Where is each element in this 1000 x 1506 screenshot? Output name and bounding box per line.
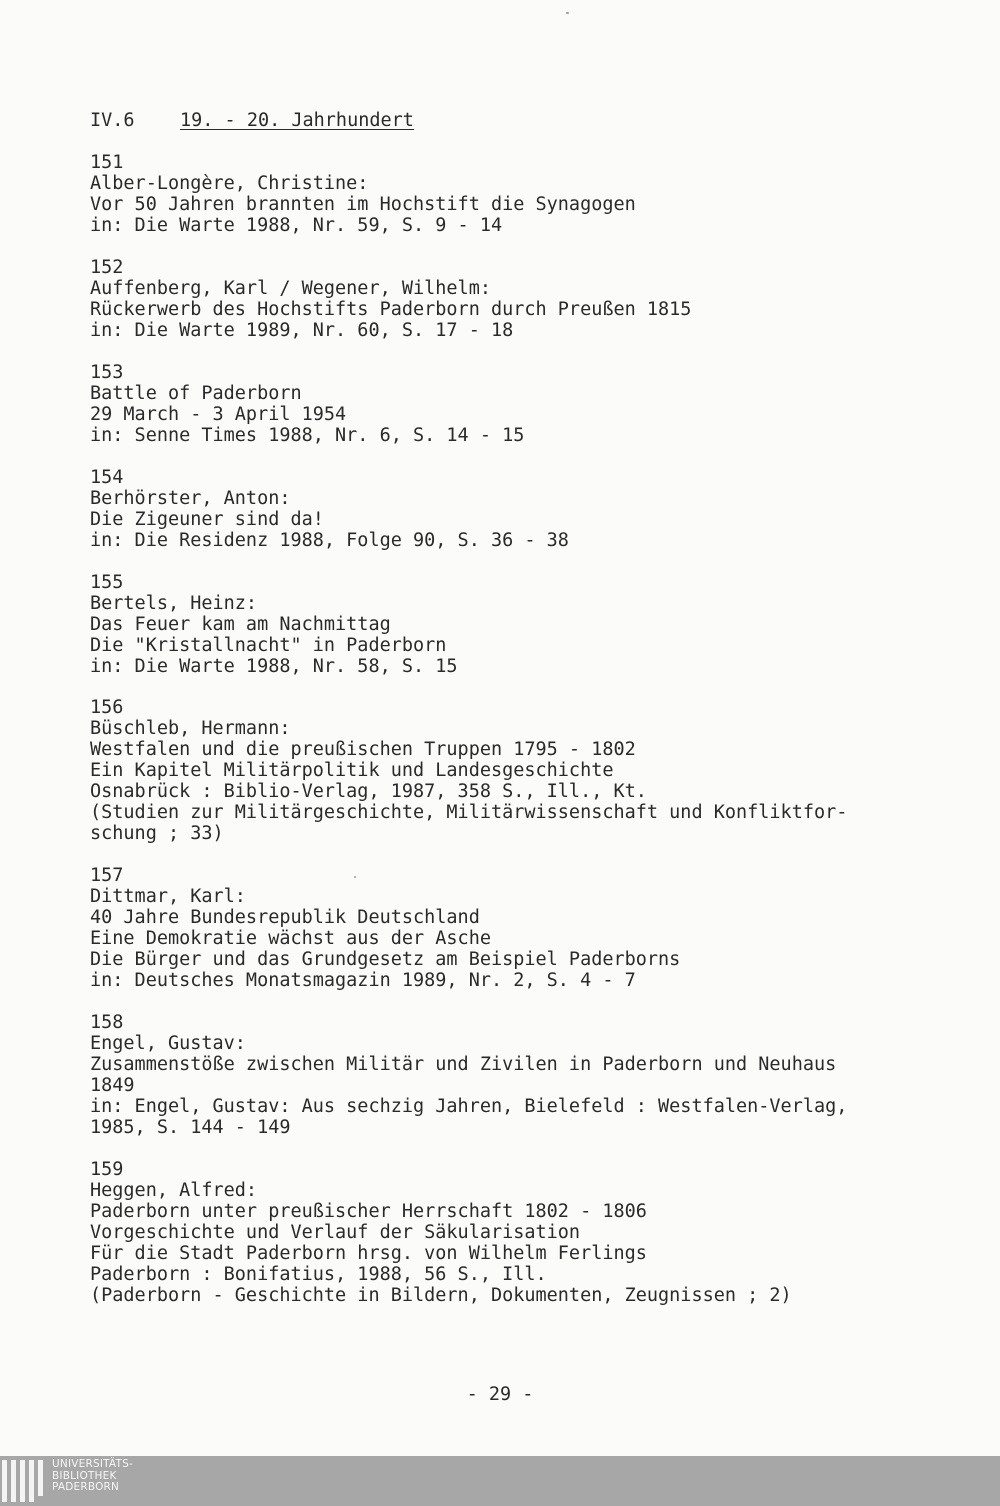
bibliography-entry	[90, 362, 960, 446]
bibliography-entry	[90, 152, 960, 236]
entry-line: in: Die Warte 1989, Nr. 60, S. 17 - 18	[90, 319, 514, 341]
library-banner	[0, 1456, 1000, 1506]
entry-line: Alber-Longère, Christine:	[90, 173, 369, 194]
entry-line: Berhörster, Anton:	[90, 487, 291, 509]
entry-number: 153	[90, 361, 124, 383]
entry-line: Die Bürger und das Grundgesetz am Beispiel Paderborns	[90, 949, 681, 971]
library-logo-line: UNIVERSITÄTS-	[52, 1458, 133, 1470]
entry-line: 40 Jahre Bundesrepublik Deutschland	[90, 907, 480, 929]
entry-line: Paderborn : Bonifatius, 1988, 56 S., Ill.	[90, 1264, 547, 1286]
bibliography-entry	[90, 1012, 960, 1138]
library-bars-icon	[2, 1460, 46, 1502]
entry-line: 1985, S. 144 - 149	[90, 1117, 291, 1139]
entry-line: Vor 50 Jahren brannten im Hochstift die Synagogen	[90, 194, 636, 215]
entry-line: Auffenberg, Karl / Wegener, Wilhelm:	[90, 277, 491, 299]
entry-line: Zusammenstöße zwischen Militär und Zivilen in Paderborn und Neuhaus	[90, 1054, 837, 1076]
entry-line: Büschleb, Hermann:	[90, 718, 291, 740]
entry-line: Das Feuer kam am Nachmittag	[90, 613, 391, 635]
entry-line: Osnabrück : Biblio-Verlag, 1987, 358 S., Ill., Kt.	[90, 781, 647, 803]
page-number: - 29 -	[466, 1384, 534, 1405]
entry-line: Die "Kristallnacht" in Paderborn	[90, 634, 447, 656]
entry-line: in: Die Warte 1988, Nr. 59, S. 9 - 14	[90, 215, 503, 236]
entry-line: in: Senne Times 1988, Nr. 6, S. 14 - 15	[90, 424, 525, 446]
entry-line: (Paderborn - Geschichte in Bildern, Dokumenten, Zeugnissen ; 2)	[90, 1285, 792, 1307]
bibliography-list	[90, 152, 960, 1327]
entry-line: Ein Kapitel Militärpolitik und Landesgeschichte	[90, 760, 614, 782]
bibliography-entry	[90, 697, 960, 844]
entry-line: Dittmar, Karl:	[90, 886, 246, 908]
section-heading	[90, 110, 414, 132]
library-logo-line: BIBLIOTHEK	[52, 1469, 117, 1482]
entry-number: 152	[90, 256, 124, 278]
entry-line: Die Zigeuner sind da!	[90, 508, 324, 530]
entry-line: schung ; 33)	[90, 823, 224, 845]
entry-number: 158	[90, 1012, 124, 1034]
library-logo-line: PADERBORN	[52, 1481, 120, 1493]
entry-number: 159	[90, 1159, 124, 1181]
entry-line: Battle of Paderborn	[90, 382, 302, 404]
section-number: IV.6	[90, 110, 135, 131]
library-logo-text	[52, 1459, 133, 1494]
entry-line: Eine Demokratie wächst aus der Asche	[90, 928, 491, 950]
section-title: 19. - 20. Jahrhundert	[180, 110, 414, 131]
entry-line: Paderborn unter preußischer Herrschaft 1802 - 1806	[90, 1201, 647, 1223]
bibliography-entry	[90, 467, 960, 551]
entry-number: 151	[90, 152, 124, 173]
entry-line: in: Deutsches Monatsmagazin 1989, Nr. 2, S. 4 - 7	[90, 970, 636, 992]
entry-line: in: Die Residenz 1988, Folge 90, S. 36 - 38	[90, 529, 569, 551]
entry-number: 155	[90, 571, 124, 593]
entry-number: 157	[90, 865, 124, 887]
bibliography-entry	[90, 257, 960, 341]
entry-number: 156	[90, 697, 124, 719]
bibliography-entry	[90, 1159, 960, 1306]
entry-line: Für die Stadt Paderborn hrsg. von Wilhelm Ferlings	[90, 1243, 647, 1265]
entry-line: in: Die Warte 1988, Nr. 58, S. 15	[90, 655, 458, 677]
entry-line: Rückerwerb des Hochstifts Paderborn durch Preußen 1815	[90, 298, 692, 320]
entry-line: 1849	[90, 1075, 135, 1097]
entry-line: Westfalen und die preußischen Truppen 1795 - 1802	[90, 739, 636, 761]
entry-line: (Studien zur Militärgeschichte, Militärwissenschaft und Konfliktfor-	[90, 802, 848, 824]
entry-line: in: Engel, Gustav: Aus sechzig Jahren, Bielefeld : Westfalen-Verlag,	[90, 1096, 848, 1118]
bibliography-entry	[90, 572, 960, 677]
entry-line: Vorgeschichte und Verlauf der Säkularisation	[90, 1222, 581, 1244]
entry-number: 154	[90, 466, 124, 488]
entry-line: Heggen, Alfred:	[90, 1180, 258, 1202]
scan-speck	[566, 12, 569, 14]
bibliography-entry	[90, 865, 960, 991]
entry-line: Engel, Gustav:	[90, 1033, 246, 1055]
entry-line: 29 March - 3 April 1954	[90, 403, 347, 425]
entry-line: Bertels, Heinz:	[90, 592, 258, 614]
